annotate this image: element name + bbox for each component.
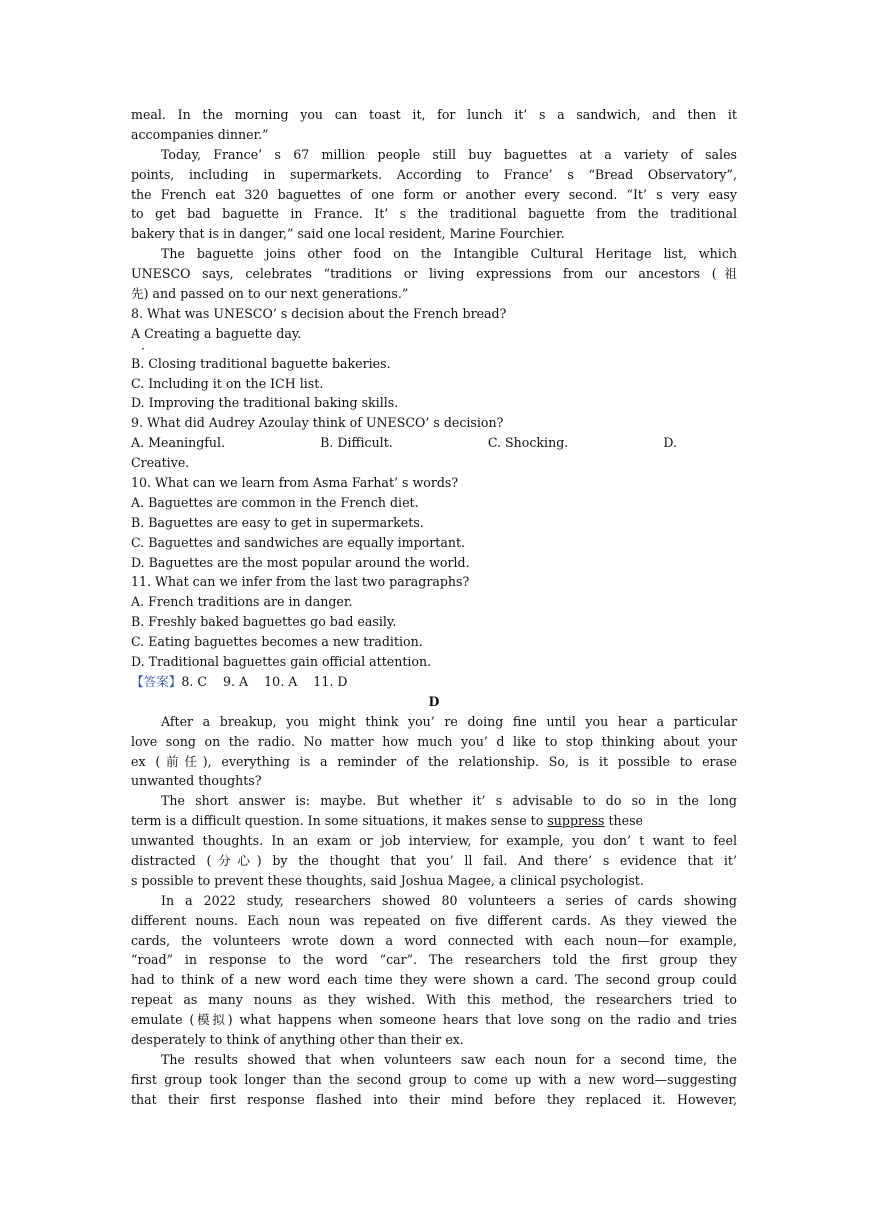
text-line (131, 811, 737, 831)
text-line: 先) and passed on to our next generations.” (131, 286, 409, 302)
option-d: D. Baguettes are the most popular around the world. (131, 554, 470, 570)
text-line: The short answer is: maybe. But whether it’ s advisable to do so in the long (161, 793, 737, 809)
question-stem: 10. What can we learn from Asma Farhat’ s words? (131, 475, 459, 491)
question-8 (131, 304, 737, 413)
text-line: the French eat 320 baguettes of one form or another every second. “It’ s very easy (131, 186, 737, 202)
question-stem: 8. What was UNESCO’ s decision about the French bread? (131, 305, 507, 321)
text-line: “road” in response to the word “car”. The researchers told the first group they (131, 952, 737, 968)
option-b: B. Difficult. (320, 435, 393, 451)
option-c: C. Eating baguettes becomes a new tradition. (131, 634, 423, 650)
text-line: unwanted thoughts? (131, 773, 262, 789)
option-a: A. Meaningful. (131, 435, 226, 451)
option-b: B. Closing traditional baguette bakeries. (131, 355, 391, 371)
text-line: cards, the volunteers wrote down a word connected with each noun—for example, (131, 932, 737, 948)
option-b: B. Freshly baked baguettes go bad easily. (131, 614, 397, 630)
question-stem: 9. What did Audrey Azoulay think of UNESCO’ s decision? (131, 415, 504, 431)
text-span: term is a difficult question. In some situations, it makes sense to (131, 813, 548, 829)
text-line: unwanted thoughts. In an exam or job interview, for example, you don’ t want to feel (131, 833, 737, 849)
text-line: UNESCO says, celebrates “traditions or living expressions from our ancestors (祖 (131, 266, 737, 282)
option-d: D. Traditional baguettes gain official attention. (131, 654, 432, 670)
paragraph-previous-continuation (131, 105, 737, 145)
question-10 (131, 473, 737, 572)
question-9 (131, 413, 737, 473)
paragraph-baguette-joins (131, 244, 737, 304)
text-line: ex (前任), everything is a reminder of the relationship. So, is it possible to erase (131, 753, 737, 769)
answer-key (131, 672, 737, 692)
stray-dot: · (141, 341, 145, 356)
option-a: A. French traditions are in danger. (131, 594, 353, 610)
option-a: A. Baguettes are common in the French diet. (131, 494, 419, 510)
option-a: A Creating a baguette day. (131, 325, 302, 341)
text-line: The results showed that when volunteers saw each noun for a second time, the (161, 1051, 737, 1067)
question-11 (131, 572, 737, 671)
text-line: Today, France’ s 67 million people still buy baguettes at a variety of sales (161, 146, 737, 162)
option-d: D. Improving the traditional baking skills. (131, 395, 399, 411)
question-stem: 11. What can we infer from the last two paragraphs? (131, 574, 470, 590)
options-row (131, 433, 737, 453)
paragraph-today (131, 145, 737, 244)
text-line: emulate (模拟) what happens when someone hears that love song on the radio and tries (131, 1012, 737, 1028)
text-line: In a 2022 study, researchers showed 80 volunteers a series of cards showing (161, 892, 737, 908)
text-line: accompanies dinner.” (131, 126, 269, 142)
text-line: The baguette joins other food on the Intangible Cultural Heritage list, which (161, 246, 737, 262)
section-heading: D (428, 693, 440, 709)
underlined-word: suppress (547, 813, 605, 829)
text-line: first group took longer than the second group to come up with a new word—suggesting (131, 1071, 737, 1087)
text-line: distracted (分心) by the thought that you’ ll fail. And there’ s evidence that it’ (131, 852, 737, 868)
option-b: B. Baguettes are easy to get in supermarkets. (131, 514, 424, 530)
answer-text: 8. C 9. A 10. A 11. D (181, 673, 348, 689)
text-line: desperately to think of anything other than their ex. (131, 1031, 464, 1047)
text-line: meal. In the morning you can toast it, for lunch it’ s a sandwich, and then it (131, 107, 737, 122)
option-c: C. Baguettes and sandwiches are equally important. (131, 534, 466, 550)
text-line: to get bad baguette in France. It’ s the traditional baguette from the traditional (131, 206, 737, 222)
text-line: bakery that is in danger,” said one local resident, Marine Fourchier. (131, 226, 565, 242)
option-c: C. Including it on the ICH list. (131, 375, 324, 391)
option-c: C. Shocking. (487, 435, 569, 451)
option-d-label: D. (663, 435, 677, 451)
answer-tag: 【答案】 (131, 673, 182, 689)
text-span: these (604, 813, 643, 829)
text-line: points, including in supermarkets. According to France’ s “Bread Observatory”, (131, 166, 737, 182)
text-line: had to think of a new word each time they were shown a card. The second group could (131, 972, 737, 988)
option-d-text: Creative. (131, 455, 190, 471)
text-line: love song on the radio. No matter how much you’ d like to stop thinking about your (131, 733, 737, 749)
paragraph-study (131, 891, 737, 1050)
text-line: repeat as many nouns as they wished. With this method, the researchers tried to (131, 992, 737, 1008)
text-line: different nouns. Each noun was repeated on five different cards. As they viewed the (131, 912, 737, 928)
document-body (131, 105, 737, 1110)
text-line: After a breakup, you might think you’ re doing fine until you hear a particular (161, 713, 737, 729)
paragraph-results (131, 1050, 737, 1110)
text-line: s possible to prevent these thoughts, said Joshua Magee, a clinical psychologist. (131, 872, 644, 888)
paragraph-short-answer (131, 791, 737, 890)
text-line: that their first response flashed into their mind before they replaced it. However, (131, 1091, 737, 1107)
paragraph-breakup (131, 712, 737, 792)
